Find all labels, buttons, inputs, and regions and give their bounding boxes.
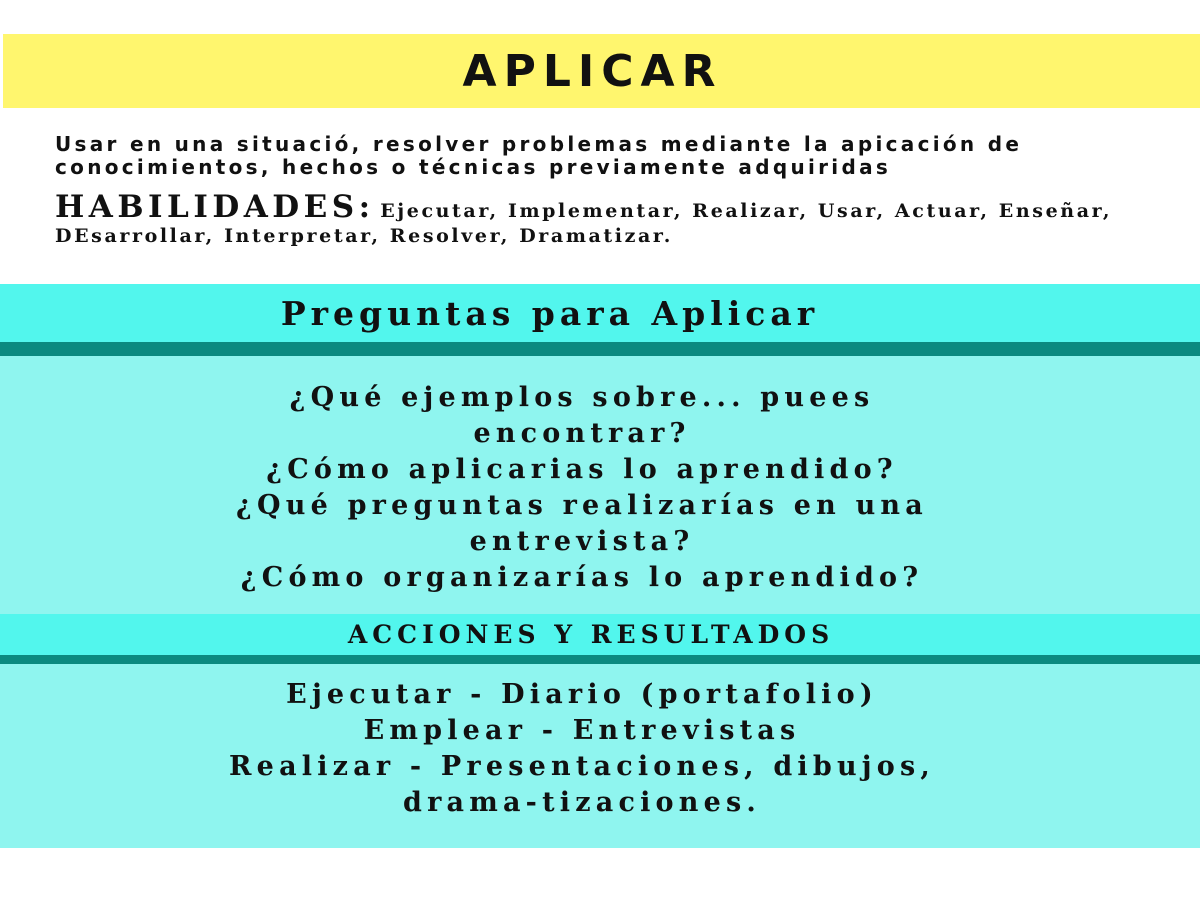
definition-text: Usar en una situació, resolver problemas mediante la apicación de conocimientos, hechos o técnicas previamente adquiridas: [55, 132, 1023, 179]
questions-list: [0, 380, 1200, 596]
question-item: ¿Qué ejemplos sobre... puees encontrar?: [289, 382, 875, 449]
actions-header: [0, 614, 1200, 655]
questions-title: Preguntas para Aplicar: [280, 293, 820, 333]
actions-divider: [0, 655, 1200, 664]
question-item: ¿Cómo organizarías lo aprendido?: [240, 562, 924, 593]
action-item: Realizar - Presentaciones, dibujos, drama-tizaciones.: [229, 751, 935, 818]
page-title: APLICAR: [462, 45, 723, 97]
action-item: Emplear - Entrevistas: [363, 715, 801, 746]
questions-header: [0, 284, 1200, 342]
question-item: ¿Cómo aplicarias lo aprendido?: [266, 454, 898, 485]
actions-title: ACCIONES Y RESULTADOS: [347, 620, 835, 649]
action-item: Ejecutar - Diario (portafolio): [286, 679, 878, 710]
question-item: ¿Qué preguntas realizarías en una entrevista?: [236, 490, 928, 557]
skills-label: HABILIDADES:: [55, 189, 375, 225]
skills-paragraph: [55, 189, 1175, 249]
title-banner: [3, 34, 1200, 108]
skills-list: Ejecutar, Implementar, Realizar, Usar, Actuar, Enseñar, DEsarrollar, Interpretar, Resolver, Dramatizar.: [55, 200, 1113, 247]
actions-list: [0, 677, 1200, 821]
questions-divider: [0, 342, 1200, 356]
